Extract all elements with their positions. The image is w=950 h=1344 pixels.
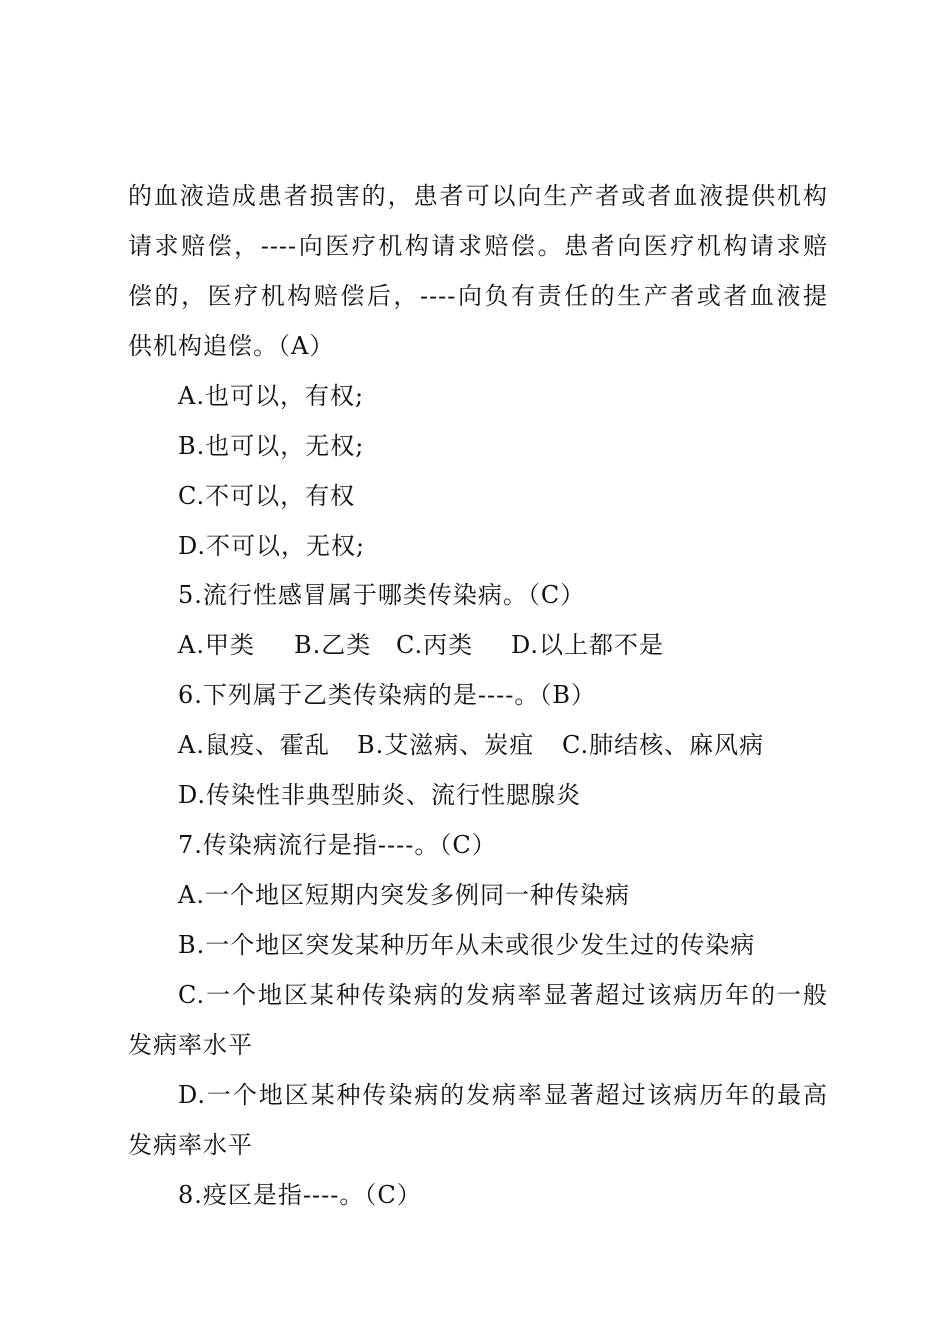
q6-option-c: C.肺结核、麻风病	[562, 731, 765, 759]
q4-stem-line-2: 请求赔偿，----向医疗机构请求赔偿。患者向医疗机构请求赔	[128, 232, 828, 260]
q6-option-b: B.艾滋病、炭疽	[357, 731, 535, 759]
q5-option-c: C.丙类	[396, 631, 474, 659]
q7-stem: 7.传染病流行是指----。（C）	[178, 831, 497, 859]
q6-option-d: D.传染性非典型肺炎、流行性腮腺炎	[178, 781, 582, 809]
q7-option-c-line-2: 发病率水平	[128, 1031, 253, 1059]
q4-stem-line-4: 供机构追偿。（A）	[128, 332, 335, 360]
q5-options	[178, 630, 878, 660]
q7-option-d-line-2: 发病率水平	[128, 1131, 253, 1159]
q6-stem: 6.下列属于乙类传染病的是----。（B）	[178, 681, 596, 709]
q7-option-d-line-1: D.一个地区某种传染病的发病率显著超过该病历年的最高	[178, 1081, 828, 1109]
q5-option-d: D.以上都不是	[511, 631, 665, 659]
q4-option-b: B.也可以，无权;	[178, 432, 365, 460]
q7-option-c-line-1: C.一个地区某种传染病的发病率显著超过该病历年的一般	[178, 981, 828, 1009]
q5-stem: 5.流行性感冒属于哪类传染病。（C）	[178, 581, 586, 609]
q4-option-c: C.不可以，有权	[178, 482, 356, 510]
q4-stem-line-1: 的血液造成患者损害的，患者可以向生产者或者血液提供机构	[128, 182, 828, 210]
q5-option-a: A.甲类	[178, 631, 255, 659]
q7-option-a: A.一个地区短期内突发多例同一种传染病	[178, 881, 630, 909]
q4-stem-line-3: 偿的，医疗机构赔偿后，----向负有责任的生产者或者血液提	[128, 282, 828, 310]
q8-stem: 8.疫区是指----。（C）	[178, 1181, 422, 1209]
q5-option-b: B.乙类	[294, 631, 372, 659]
q7-option-b: B.一个地区突发某种历年从未或很少发生过的传染病	[178, 931, 756, 959]
q6-options-line-1	[178, 730, 878, 760]
q4-option-d: D.不可以，无权;	[178, 532, 366, 560]
q6-option-a: A.鼠疫、霍乱	[178, 731, 330, 759]
q4-option-a: A.也可以，有权;	[178, 382, 365, 410]
